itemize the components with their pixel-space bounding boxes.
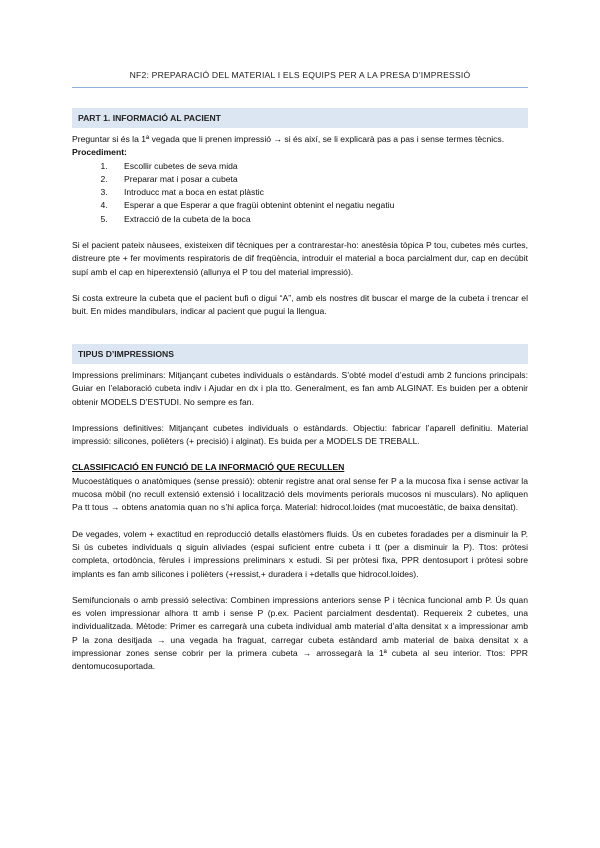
procedure-step: 5. Extracció de la cubeta de la boca [110,213,528,226]
part1-heading: PART 1. INFORMACIÓ AL PACIENT [72,108,528,128]
procedure-step: 4. Esperar a que Esperar a que fragüi obtenint obtenint el negatiu negatiu [110,199,528,212]
mucostatic-paragraph: Mucoestàtiques o anatòmiques (sense pressió): obtenir registre anat oral sense fer P a la mucosa fixa i sense activar la mucosa mòbil (no recull extensió extensió i localització dels moviments periorals mucosos ni musculars). No apliquen Pa tt tous → obtens anatomia quan no s’hi aplica força. Material: hidrocol.loides (mat mucoestàtic, de baixa densitat). [72,475,528,513]
procedure-step: 2. Preparar mat i posar a cubeta [110,173,528,186]
procedure-label: Procediment: [72,147,127,158]
classification-heading: CLASSIFICACIÓ EN FUNCIÓ DE LA INFORMACIÓ QUE RECULLEN [72,462,345,473]
tipus-section [72,344,528,674]
nausea-paragraph: Si el pacient pateix nàusees, existeixen dif tècniques per a contrarestar-ho: anestèsia tòpica P tou, cubetes més curtes, distreure pte + fer moviments respiratoris de dif freqüència, introduir el material a boca parcialment dur, cap en decúbit supí amb el cap en hiperextensió (allunya el P tou del material impressió). [72,240,528,277]
semifunctional-paragraph: Semifuncionals o amb pressió selectiva: Combinen impressions anteriors sense P i tècnica funcional amb P. Ús quan es volen impressionar alhora tt amb i sense P (p.ex. Pacient parcialment desdentat). Requereix 2 cubetes, una individualitzada. Mètode: Primer es carregarà una cubeta individual amb material d’alta densitat x a impressionar amb P la zona desitjada → una vegada ha fraguat, carregar cubeta estàndard amb material de baixa densitat x a impressionar zones sense cobrir per la primera cubeta → arrossegarà la 1ª cubeta al seu interior. Ttos: PPR dentomucosuportada. [72,594,528,672]
part1-intro: Preguntar si és la 1ª vegada que li prenen impressió → si és així, se li explicarà pas a pas i sense termes tècnics. [72,134,505,144]
header-divider [72,87,528,88]
preliminary-paragraph: Impressions preliminars: Mitjançant cubetes individuals o estàndards. S’obté model d’estudi amb 2 funcions principals: Guiar en l’elaboració cubeta indiv i Ajudar en dx i pla tto. Generalment, es fan amb ALGINAT. Es buiden per a obtenir obtenir MODELS D’ESTUDI. No sempre es fan. [72,370,528,407]
vegades-paragraph: De vegades, volem + exactitud en reproducció detalls elastòmers fluids. Ús en cubetes foradades per a disminuir la P. Si ús cubetes individuals q siguin aliviades (espai suficient entre cubeta i tt (per a disminuir la P). Ttos: pròtesi completa, ortodòncia, fèrules i impressions preliminars x estudi. Si per pròtesi fixa, PPR dentosuport i pròtesi sobre implants es fan amb silicones i polièters (+ressist,+ duradera i +detalls que hidrocol.loides). [72,528,528,579]
procedure-list [72,160,528,226]
extraction-paragraph: Si costa extreure la cubeta que el pacient bufi o digui “A”, amb els nostres dit buscar el marge de la cubeta i trencar el buit. En mides mandibulars, indicar al pacient que pugui la llengua. [72,292,528,317]
procedure-step: 3. Introducc mat a boca en estat plàstic [110,186,528,199]
definitive-paragraph: Impressions definitives: Mitjançant cubetes individuals o estàndards. Objectiu: fabricar l’aparell definitiu. Material impressió: silicones, polièters (+ precisió) i alginat). Es buida per a MODELS DE TREBALL. [72,422,528,447]
document-title: NF2: PREPARACIÓ DEL MATERIAL I ELS EQUIPS PER A LA PRESA D’IMPRESSIÓ [129,70,471,80]
tipus-heading: TIPUS D’IMPRESSIONS [72,344,528,364]
procedure-step: 1. Escollir cubetes de seva mida [110,160,528,173]
part1-section [72,108,528,319]
